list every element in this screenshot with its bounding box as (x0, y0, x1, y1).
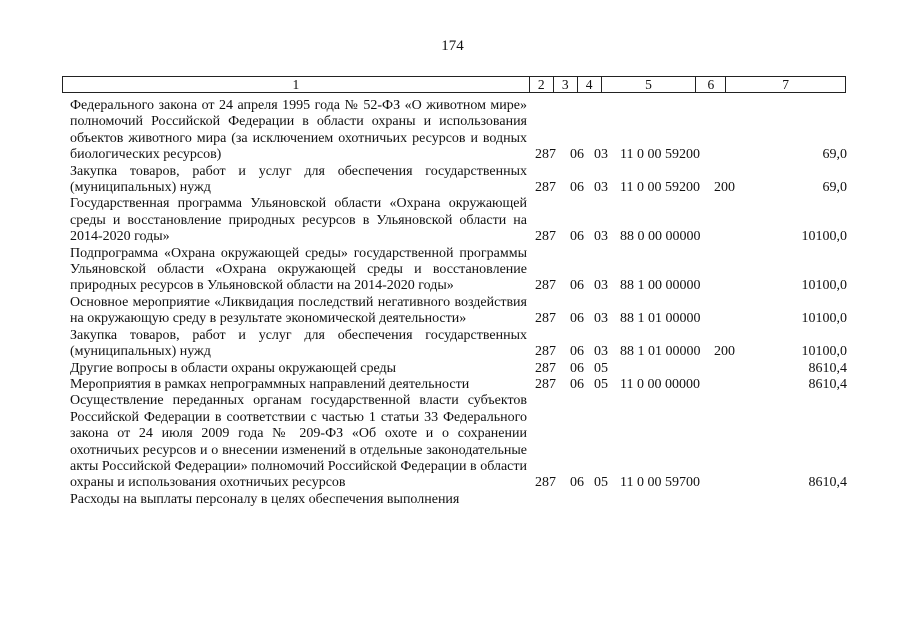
row-section-code: 06 (570, 180, 584, 196)
budget-table-body (0, 98, 905, 508)
header-col-7: 7 (725, 77, 845, 92)
table-row (0, 98, 905, 164)
row-ved-code: 287 (535, 278, 556, 294)
row-amount: 8610,4 (808, 360, 847, 376)
row-description: Другие вопросы в области охраны окружающей среды (70, 360, 396, 376)
row-amount: 10100,0 (801, 311, 847, 327)
row-subsection-code: 03 (594, 147, 608, 163)
row-target-article: 88 1 01 00000 (620, 311, 701, 327)
row-target-article: 88 0 00 00000 (620, 229, 701, 245)
row-description: Государственная программа Ульяновской области «Охрана окружающей среды и восстановление природных ресурсов в Ульяновской области на 2014-2020 годы» (70, 196, 527, 245)
row-section-code: 06 (570, 344, 584, 360)
row-description: Федерального закона от 24 апреля 1995 года № 52-ФЗ «О животном мире» полномочий Российской Федерации в области охраны и использования объектов животного мира (за исключением охотничьих ресурсов и водных биологических ресурсов) (70, 98, 527, 163)
row-target-article: 11 0 00 59200 (620, 180, 700, 196)
header-col-6: 6 (695, 77, 725, 92)
row-amount: 69,0 (822, 180, 847, 196)
row-target-article: 88 1 01 00000 (620, 344, 701, 360)
row-ved-code: 287 (535, 376, 556, 392)
row-amount: 8610,4 (808, 475, 847, 491)
row-ved-code: 287 (535, 180, 556, 196)
row-subsection-code: 03 (594, 344, 608, 360)
header-col-5: 5 (601, 77, 696, 92)
table-row (0, 295, 905, 328)
row-ved-code: 287 (535, 147, 556, 163)
row-expense-type: 200 (714, 180, 735, 196)
row-section-code: 06 (570, 360, 584, 376)
row-ved-code: 287 (535, 229, 556, 245)
row-section-code: 06 (570, 311, 584, 327)
row-ved-code: 287 (535, 344, 556, 360)
row-section-code: 06 (570, 475, 584, 491)
row-ved-code: 287 (535, 475, 556, 491)
row-section-code: 06 (570, 376, 584, 392)
row-amount: 10100,0 (801, 229, 847, 245)
row-description: Мероприятия в рамках непрограммных направлений деятельности (70, 376, 470, 392)
row-section-code: 06 (570, 147, 584, 163)
row-subsection-code: 05 (594, 360, 608, 376)
row-description: Осуществление переданных органам государственной власти субъектов Российской Федерации в соответствии с частью 1 статьи 33 Федерального закона от 24 июля 2009 года № 209-ФЗ «Об охоте и о сохранении охотничьих ресурсов и о внесении изменений в отдельные законодательные акты Российской Федерации» полномочий Российской Федерации в области охраны и использования охотничьих ресурсов (70, 393, 527, 491)
row-section-code: 06 (570, 278, 584, 294)
row-target-article: 11 0 00 59200 (620, 147, 700, 163)
row-target-article: 11 0 00 00000 (620, 376, 700, 392)
row-ved-code: 287 (535, 360, 556, 376)
row-amount: 8610,4 (808, 376, 847, 392)
header-col-3: 3 (553, 77, 577, 92)
row-amount: 69,0 (822, 147, 847, 163)
table-row (0, 164, 905, 197)
table-row (0, 393, 905, 491)
row-target-article: 11 0 00 59700 (620, 475, 700, 491)
table-header (62, 76, 846, 93)
row-subsection-code: 03 (594, 180, 608, 196)
table-row (0, 246, 905, 295)
page-number: 174 (441, 38, 464, 54)
header-col-2: 2 (529, 77, 553, 92)
row-ved-code: 287 (535, 311, 556, 327)
row-subsection-code: 05 (594, 376, 608, 392)
table-row (0, 196, 905, 245)
row-subsection-code: 03 (594, 278, 608, 294)
row-target-article: 88 1 00 00000 (620, 278, 701, 294)
row-description: Закупка товаров, работ и услуг для обеспечения государственных (муниципальных) нужд (70, 327, 527, 360)
row-amount: 10100,0 (801, 278, 847, 294)
table-row (0, 377, 905, 393)
row-description: Закупка товаров, работ и услуг для обеспечения государственных (муниципальных) нужд (70, 163, 527, 196)
row-section-code: 06 (570, 229, 584, 245)
header-col-4: 4 (577, 77, 601, 92)
row-subsection-code: 05 (594, 475, 608, 491)
table-row (0, 492, 905, 508)
row-expense-type: 200 (714, 344, 735, 360)
row-subsection-code: 03 (594, 229, 608, 245)
header-col-1: 1 (292, 77, 300, 92)
row-description: Расходы на выплаты персоналу в целях обеспечения выполнения (70, 491, 460, 507)
row-description: Основное мероприятие «Ликвидация последствий негативного воздействия на окружающую среду в результате экономической деятельности» (70, 294, 527, 327)
row-amount: 10100,0 (801, 344, 847, 360)
row-subsection-code: 03 (594, 311, 608, 327)
table-row (0, 328, 905, 361)
row-description: Подпрограмма «Охрана окружающей среды» государственной программы Ульяновской области «Охрана окружающей среды и восстановление природных ресурсов в Ульяновской области на 2014-2020 годы» (70, 245, 527, 294)
table-row (0, 361, 905, 377)
